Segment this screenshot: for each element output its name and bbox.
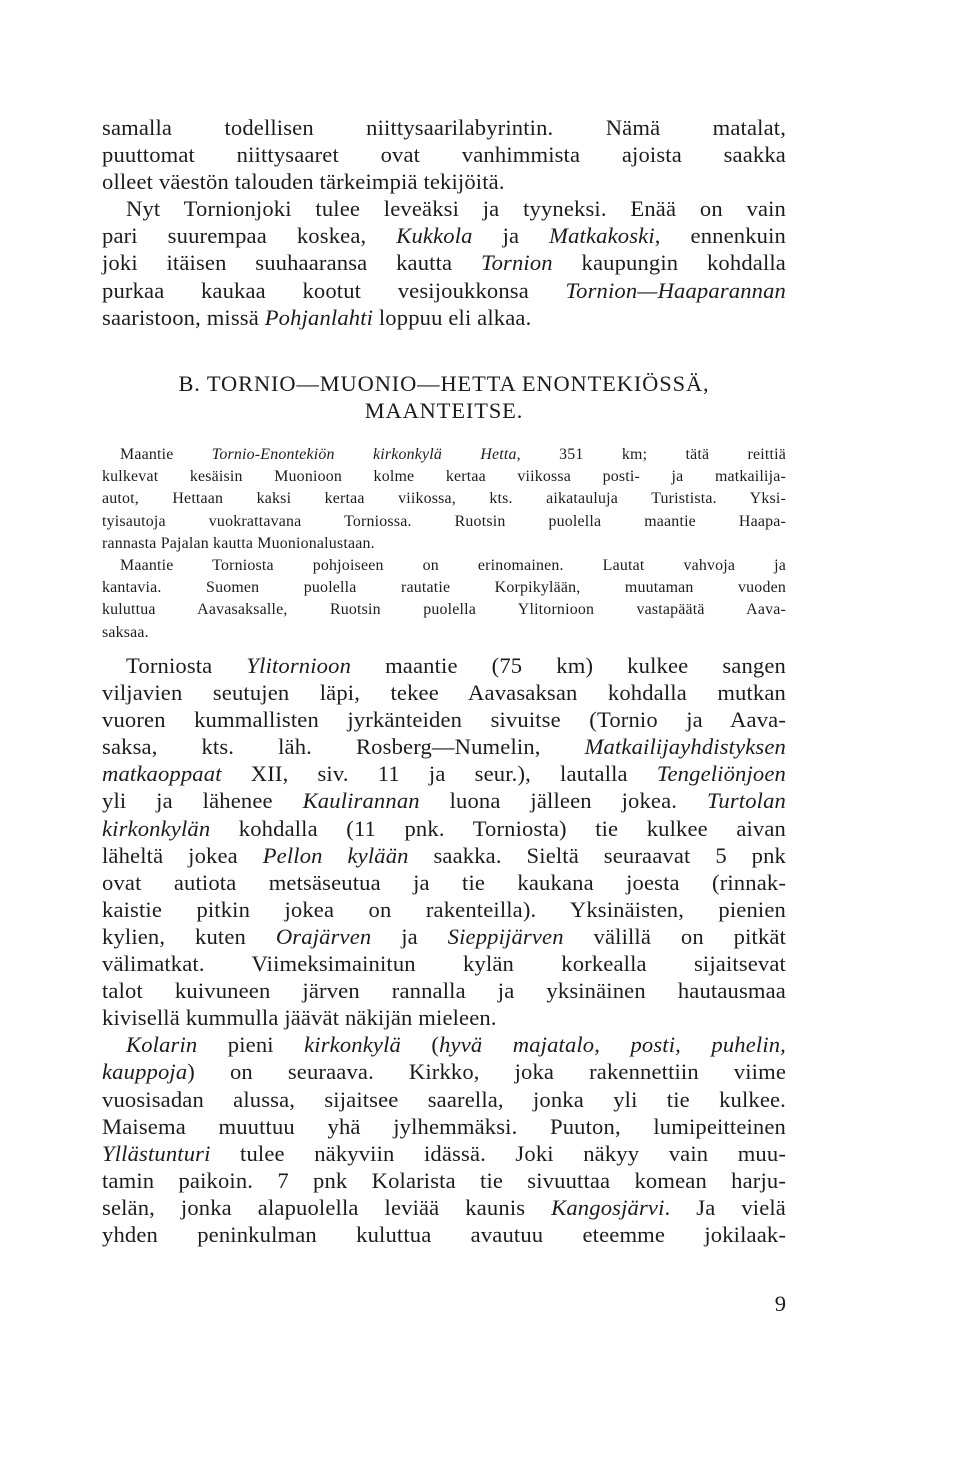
place-name: Tornion—Haaparannan (565, 277, 786, 303)
place-name: kirkonkylä (304, 1032, 401, 1058)
text-line: välimatkat. Viimeksimainitun kylän korkealla sijaitsevat (102, 951, 786, 977)
route-note (102, 444, 786, 644)
section-heading-line: B. TORNIO—MUONIO—HETTA ENONTEKIÖSSÄ, (178, 371, 710, 396)
text-line: Maantie Torniosta pohjoiseen on erinomainen. Lautat vahvoja ja (120, 557, 786, 575)
place-name: Tornion (480, 250, 553, 276)
place-name: Kaulirannan (302, 788, 420, 814)
text-line: selän, jonka alapuolella leviää kaunis Kangosjärvi. Ja vielä (102, 1194, 786, 1220)
services-list: hyvä majatalo, posti, puhelin, (439, 1032, 786, 1058)
text-line: matkaoppaat XII, siv. 11 ja seur.), lautalla Tengeliönjoen (102, 761, 786, 787)
text-line: talot kuivuneen järven rannalla ja yksinäinen hautausmaa (102, 978, 786, 1004)
place-name: Kukkola (396, 223, 473, 249)
page-number: 9 (774, 1291, 786, 1316)
text-line: läheltä jokea Pellon kylään saakka. Sieltä seuraavat 5 pnk (102, 842, 786, 868)
text-line: vuoren kummallisten jyrkänteiden sivuitse (Tornio ja Aava- (102, 707, 786, 733)
text-line: saksa, kts. läh. Rosberg—Numelin, Matkailijayhdistyksen (102, 734, 786, 760)
services-list: kauppoja (102, 1059, 188, 1085)
text-line: yli ja lähenee Kaulirannan luona jälleen jokea. Turtolan (102, 788, 786, 814)
place-name: Orajärven (275, 923, 372, 949)
text-line: Maantie Tornio-Enontekiön kirkonkylä Hetta, 351 km; tätä reittiä (120, 446, 786, 463)
text-line: kivisellä kummulla jäävät näkijän mieleen. (102, 1005, 497, 1031)
place-name: Pellon kylään (262, 842, 409, 868)
text-line: puuttomat niittysaaret ovat vanhimmista ajoista saakka (102, 142, 786, 168)
place-name: Tornio-Enontekiön kirkonkylä Hetta (211, 446, 517, 463)
place-name: Kolarin (126, 1032, 198, 1058)
place-name: Tengeliönjoen (656, 761, 786, 787)
place-name: Sieppijärven (447, 923, 564, 949)
text-line: kaistie pitkin jokea on rakenteilla). Yksinäisten, pienien (102, 896, 786, 922)
text-line: viljavien seutujen läpi, tekee Aavasaksan kohdalla mutkan (102, 680, 786, 706)
text-line: saaristoon, missä Pohjanlahti loppuu eli alkaa. (102, 304, 532, 330)
text-line: pari suurempaa koskea, Kukkola ja Matkakoski, ennenkuin (102, 223, 786, 249)
text-line: kulkevat kesäisin Muonioon kolme kertaa viikossa posti- ja matkailija- (102, 468, 786, 486)
text-line: tamin paikoin. 7 pnk Kolarista tie sivuuttaa komean harju- (102, 1167, 786, 1193)
text-line: joki itäisen suuhaaransa kautta Tornion kaupungin kohdalla (102, 250, 786, 276)
text-line: kylien, kuten Orajärven ja Sieppijärven välillä on pitkät (102, 923, 786, 949)
text-line: ovat autiota metsäseutua ja tie kaukana joesta (rinnak- (102, 869, 786, 895)
text-line: Kolarin pieni kirkonkylä (hyvä majatalo, posti, puhelin, (126, 1032, 786, 1058)
place-name: Turtolan (706, 788, 786, 814)
text-line: Maisema muuttuu yhä jylhemmäksi. Puuton, lumipeitteinen (102, 1113, 786, 1139)
place-name: Yllästunturi (102, 1140, 211, 1166)
text-line: purkaa kaukaa kootut vesijoukkonsa Tornion—Haaparannan (102, 277, 786, 303)
text-line: kauppoja) on seuraava. Kirkko, joka rakennettiin viime (102, 1059, 786, 1085)
book-title: Matkailijayhdistyksen (584, 734, 786, 760)
text-line: tyisautoja vuokrattavana Torniossa. Ruotsin puolella maantie Haapa- (102, 512, 786, 530)
text-line: samalla todellisen niittysaarilabyrintin. Nämä matalat, (102, 115, 786, 140)
text-line: rannasta Pajalan kautta Muonionalustaan. (102, 534, 375, 552)
text-line: vuosisadan alussa, sijaitsee saarella, jonka yli tie kulkee. (102, 1086, 786, 1112)
text-line: Nyt Tornionjoki tulee leveäksi ja tyyneksi. Enää on vain (126, 196, 786, 222)
place-name: kirkonkylän (102, 815, 211, 841)
text-line: Yllästunturi tulee näkyviin idässä. Joki näkyy vain muu- (102, 1140, 786, 1166)
text-line: yhden peninkulman kuluttua avautuu eteemme jokilaak- (102, 1221, 786, 1247)
text-line: kantavia. Suomen puolella rautatie Korpikylään, muutaman vuoden (102, 579, 786, 597)
intro-paragraph (102, 114, 786, 331)
place-name: Matkakoski (549, 223, 655, 249)
text-line: kirkonkylän kohdalla (11 pnk. Torniosta) tie kulkee aivan (102, 815, 786, 841)
main-paragraph (102, 652, 786, 1248)
text-line: autot, Hettaan kaksi kertaa viikossa, kts. aikatauluja Turistista. Yksi- (102, 490, 786, 508)
place-name: Pohjanlahti (264, 304, 374, 330)
text-line: kuluttua Aavasaksalle, Ruotsin puolella Ylitornioon vastapäätä Aava- (102, 601, 786, 619)
place-name: Kangosjärvi (551, 1194, 665, 1220)
place-name: Ylitornioon (246, 653, 352, 678)
text-line: olleet väestön talouden tärkeimpiä tekijöitä. (102, 169, 505, 195)
text-line: saksaa. (102, 623, 149, 641)
book-title: matkaoppaat (102, 761, 222, 787)
section-heading (102, 370, 786, 424)
text-line: Torniosta Ylitornioon maantie (75 km) kulkee sangen (126, 653, 786, 678)
section-heading-line: MAANTEITSE. (364, 398, 524, 423)
